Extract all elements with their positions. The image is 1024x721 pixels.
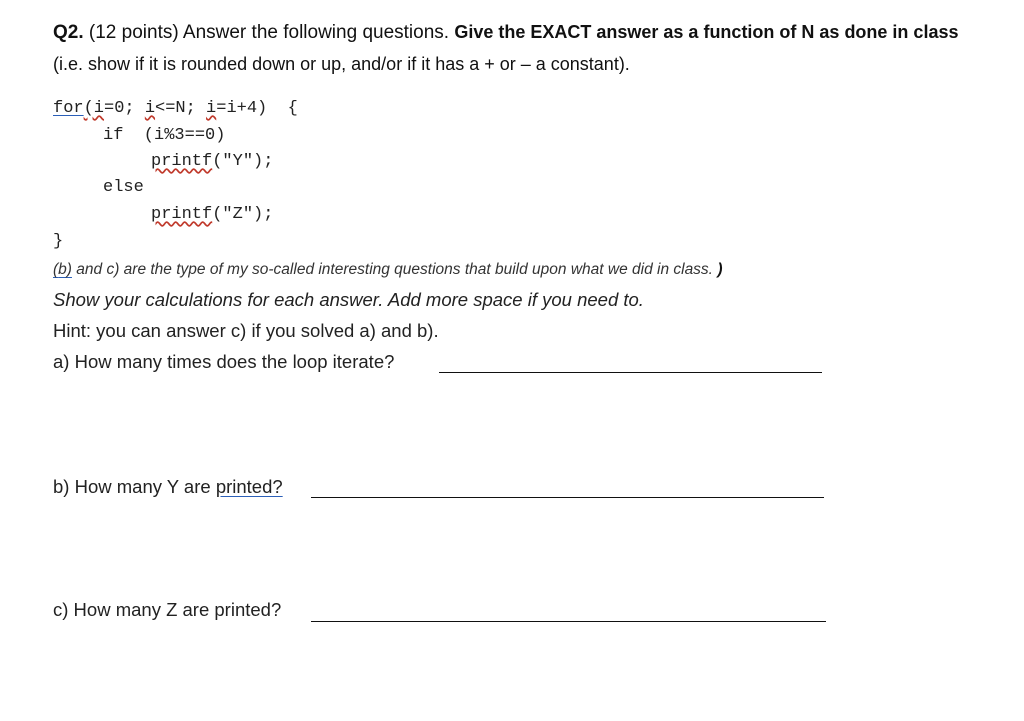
code-for-cond-rest: <=N; <box>155 99 207 118</box>
code-line-printf-z <box>151 205 273 224</box>
question-b-text: b) How many Y are <box>53 476 216 497</box>
code-line-else: else <box>103 178 144 197</box>
code-for-init-rest: =0; <box>104 99 145 118</box>
code-printf-fn: printf <box>151 205 213 224</box>
note-open-paren: ( <box>53 261 59 278</box>
code-for-keyword: for <box>53 99 84 118</box>
answer-blank-c[interactable] <box>311 621 826 622</box>
note-close-paren: ) <box>717 261 723 278</box>
question-b <box>53 476 283 498</box>
hint-text: Hint: you can answer c) if you solved a) and b). <box>53 320 439 341</box>
question-a: a) How many times does the loop iterate? <box>53 351 395 372</box>
question-subline: (i.e. show if it is rounded down or up, and/or if it has a + or – a constant). <box>53 54 630 74</box>
code-for-step-var: i <box>206 99 217 118</box>
code-line-if: if (i%3==0) <box>103 126 226 145</box>
question-instruction: Give the EXACT answer as a function of N as done in class <box>454 22 959 42</box>
answer-blank-a[interactable] <box>439 372 822 373</box>
code-for-init: (i <box>83 99 105 118</box>
question-c: c) How many Z are printed? <box>53 599 282 620</box>
show-calculations: Show your calculations for each answer. Add more space if you need to. <box>53 289 644 310</box>
code-printf-y-args: ("Y"); <box>212 152 274 171</box>
question-title <box>53 22 958 44</box>
code-for-step-rest: =i+4) { <box>216 99 298 118</box>
code-line-for <box>53 99 298 118</box>
answer-blank-b[interactable] <box>311 497 824 498</box>
note-b-label: b) <box>58 261 72 278</box>
code-line-close-brace: } <box>53 232 64 251</box>
code-line-printf-y <box>151 152 273 171</box>
question-number: Q2. <box>53 22 84 43</box>
question-b-printed: printed? <box>215 476 283 497</box>
code-printf-fn: printf <box>151 152 213 171</box>
interesting-note <box>53 261 722 279</box>
note-text: and c) are the type of my so-called interesting questions that build upon what we did in class. <box>71 261 713 278</box>
code-for-cond-var: i <box>144 99 156 118</box>
question-points: (12 points) Answer the following questions. <box>88 22 450 43</box>
code-printf-z-args: ("Z"); <box>212 205 274 224</box>
